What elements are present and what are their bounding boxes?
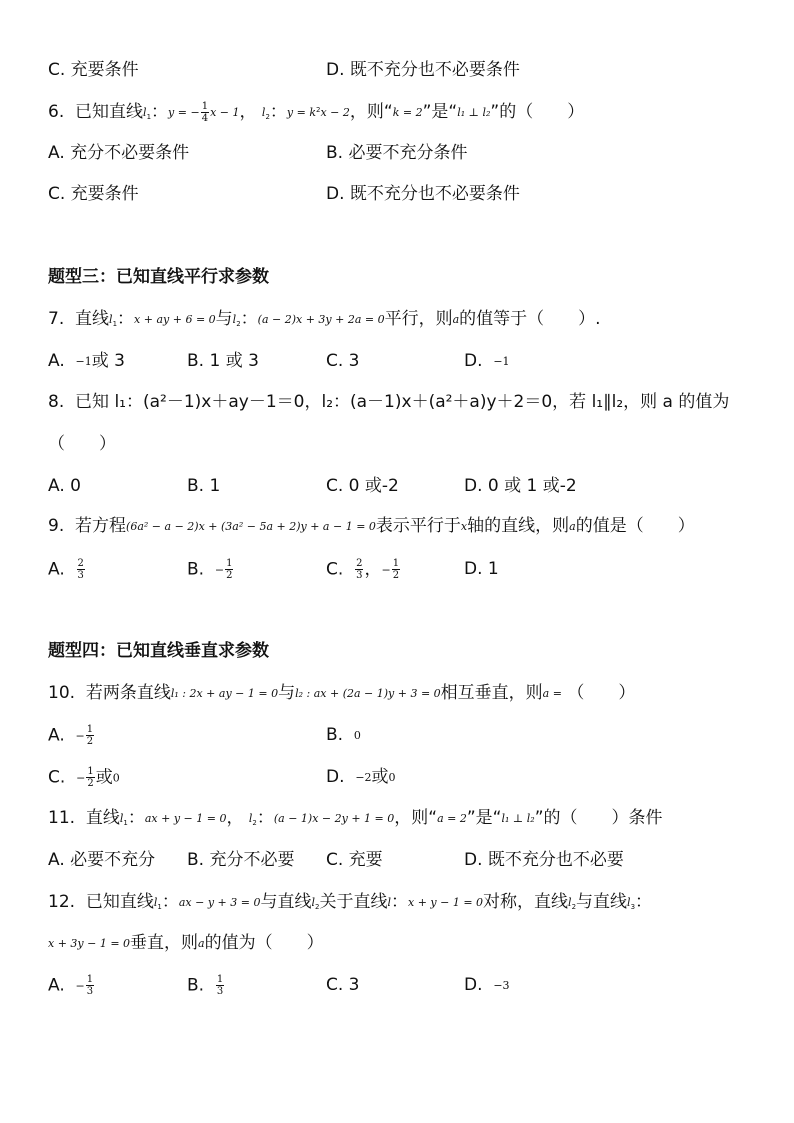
- q8-option-c: C. 0 或-2: [326, 476, 399, 496]
- q12-stem-line2: x + 3y − 1 = 0垂直，则a的值为（ ）: [48, 933, 324, 953]
- q9-stem: 9. 若方程(6a² − a − 2)x + (3a² − 5a + 2)y + a − 1 = 0表示平行于x轴的直线，则a的值是（ ）: [48, 516, 695, 536]
- q6-option-b: B. 必要不充分条件: [326, 143, 468, 163]
- q7-option-a: A. −1或 3: [48, 351, 125, 371]
- q8-stem-bracket: （ ）: [48, 434, 116, 454]
- q10-option-b: B. 0: [326, 725, 361, 745]
- q8-stem: 8. 已知 l₁：(a²－1)x＋ay－1＝0，l₂：(a－1)x＋(a²＋a)y＋2＝0，若 l₁∥l₂，则 a 的值为: [48, 392, 730, 412]
- q6-stem: 6. 已知直线$l_1$：y = − $\frac{1}{4}$ x − 1， $l_2$：$y = k^2x - 2$，则“k = 2”是“l₁ ⊥ l₂”的（ ）: [48, 100, 585, 124]
- q5-option-c: C. 充要条件: [48, 60, 139, 80]
- q7-option-b: B. 1 或 3: [187, 351, 259, 371]
- q6-option-a: A. 充分不必要条件: [48, 143, 190, 163]
- q12-option-d: D. −3: [464, 975, 510, 995]
- q12-option-c: C. 3: [326, 975, 360, 995]
- q12-option-b: B. $\frac{1}{3}$: [187, 974, 224, 997]
- q12-option-a: A. − $\frac{1}{3}$: [48, 974, 94, 997]
- section-heading-4: 题型四：已知直线垂直求参数: [48, 641, 269, 661]
- q10-option-a: A. − $\frac{1}{2}$: [48, 724, 94, 747]
- q8-option-d: D. 0 或 1 或-2: [464, 476, 577, 496]
- q9-option-a: A. $\frac{2}{3}$: [48, 558, 84, 581]
- q8-option-b: B. 1: [187, 476, 221, 496]
- q7-stem: 7. 直线$l_1$：x + ay + 6 = 0与$l_2$：(a − 2)x + 3y + 2a = 0平行，则a的值等于（ ）.: [48, 309, 601, 329]
- q8-option-a: A. 0: [48, 476, 81, 496]
- q11-option-a: A. 必要不充分: [48, 850, 156, 870]
- q7-option-c: C. 3: [326, 351, 360, 371]
- q9-option-b: B. − $\frac{1}{2}$: [187, 558, 233, 581]
- q11-option-c: C. 充要: [326, 850, 383, 870]
- q7-option-d: D. −1: [464, 351, 510, 371]
- q11-option-b: B. 充分不必要: [187, 850, 295, 870]
- section-heading-3: 题型三：已知直线平行求参数: [48, 267, 269, 287]
- q5-option-d: D. 既不充分也不必要条件: [326, 60, 520, 80]
- q10-option-d: D. −2或0: [326, 767, 396, 787]
- q9-option-d: D. 1: [464, 559, 499, 579]
- q6-option-d: D. 既不充分也不必要条件: [326, 184, 520, 204]
- q12-stem: 12. 已知直线$l_1$：ax − y + 3 = 0与直线$l_2$关于直线l：x + y − 1 = 0对称，直线$l_2$与直线$l_3$：: [48, 892, 653, 912]
- q6-option-c: C. 充要条件: [48, 184, 139, 204]
- q10-stem: 10. 若两条直线l₁ : 2x + ay − 1 = 0与l₂ : ax + (2a − 1)y + 3 = 0相互垂直，则a = （ ）: [48, 683, 636, 703]
- q11-option-d: D. 既不充分也不必要: [464, 850, 624, 870]
- q11-stem: 11. 直线$l_1$：ax + y − 1 = 0， $l_2$：(a − 1)x − 2y + 1 = 0，则“a = 2”是“l₁ ⊥ l₂”的（ ）条件: [48, 808, 663, 828]
- q10-option-c: C. − $\frac{1}{2}$ 或0: [48, 766, 120, 789]
- q9-option-c: C. $\frac{2}{3}$ ，− $\frac{1}{2}$: [326, 558, 400, 581]
